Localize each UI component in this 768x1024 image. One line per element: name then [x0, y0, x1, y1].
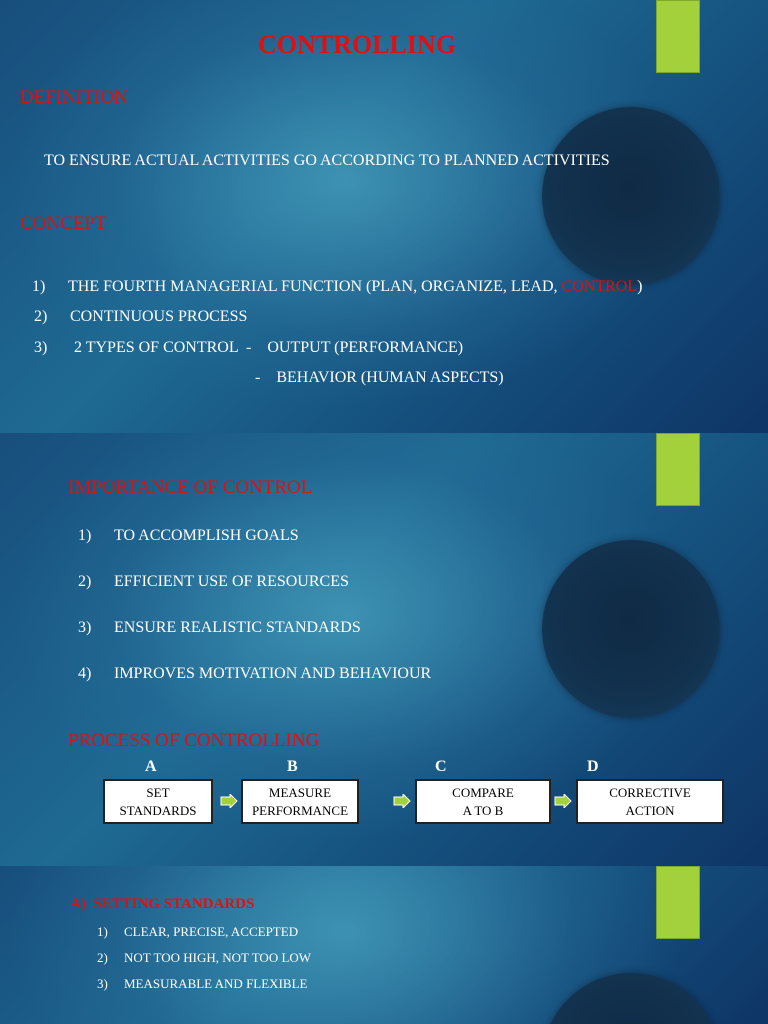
importance-item-1: [78, 527, 299, 545]
standards-item-1: [97, 924, 298, 940]
process-heading: PROCESS OF CONTROLLING: [68, 730, 320, 751]
concept-item-2: [34, 308, 247, 326]
decorative-circle: [542, 107, 720, 285]
item-number: 3): [78, 619, 92, 636]
arrow-right-icon: [554, 794, 572, 808]
definition-heading: DEFINITION: [20, 87, 128, 108]
importance-heading: IMPORTANCE OF CONTROL: [68, 477, 313, 498]
item-text: 2 TYPES OF CONTROL - OUTPUT (PERFORMANCE): [74, 339, 464, 356]
item-number: 2): [34, 308, 48, 325]
step-line2: A TO B: [462, 802, 504, 818]
concept-item-3: [34, 339, 463, 357]
step-letter-a: A: [145, 758, 157, 775]
step-line1: MEASURE: [268, 784, 332, 800]
standards-item-2: [97, 950, 311, 966]
item-text: THE FOURTH MANAGERIAL FUNCTION (PLAN, ORGANIZE, LEAD,: [68, 278, 562, 295]
concept-sub-item: - BEHAVIOR (HUMAN ASPECTS): [255, 369, 504, 386]
step-line1: CORRECTIVE: [609, 784, 691, 800]
accent-bar: [656, 433, 700, 506]
step-line1: COMPARE: [452, 784, 514, 800]
decorative-circle: [542, 973, 720, 1024]
importance-item-2: [78, 573, 349, 591]
definition-text: TO ENSURE ACTUAL ACTIVITIES GO ACCORDING TO PLANNED ACTIVITIES: [44, 152, 610, 169]
process-step-a: [103, 779, 213, 824]
item-number: 4): [78, 665, 92, 682]
process-step-b: [241, 779, 359, 824]
item-text: CLEAR, PRECISE, ACCEPTED: [124, 924, 299, 939]
item-text: ENSURE REALISTIC STANDARDS: [114, 619, 361, 636]
slide-importance-process: [0, 433, 768, 866]
item-number: 1): [78, 527, 92, 544]
accent-bar: [656, 866, 700, 939]
item-text-end: ): [637, 278, 643, 295]
decorative-circle: [542, 540, 720, 718]
concept-item-1: [32, 278, 642, 296]
step-line2: STANDARDS: [119, 802, 197, 818]
arrow-right-icon: [393, 794, 411, 808]
process-step-c: [415, 779, 551, 824]
item-number: 2): [78, 573, 92, 590]
item-text: MEASURABLE AND FLEXIBLE: [124, 976, 308, 991]
step-line2: ACTION: [625, 802, 675, 818]
slide-controlling-definition: [0, 0, 768, 433]
step-letter-b: B: [287, 758, 298, 775]
item-text: NOT TOO HIGH, NOT TOO LOW: [124, 950, 312, 965]
item-number: 1): [97, 924, 108, 939]
setting-standards-heading: A) SETTING STANDARDS: [70, 896, 255, 912]
item-text: TO ACCOMPLISH GOALS: [114, 527, 299, 544]
step-line2: PERFORMANCE: [251, 802, 349, 818]
importance-item-4: [78, 665, 431, 683]
item-text: EFFICIENT USE OF RESOURCES: [114, 573, 349, 590]
concept-heading: CONCEPT: [20, 213, 107, 234]
importance-item-3: [78, 619, 361, 637]
item-text: IMPROVES MOTIVATION AND BEHAVIOUR: [114, 665, 432, 682]
step-line1: SET: [146, 784, 170, 800]
item-number: 2): [97, 950, 108, 965]
arrow-right-icon: [220, 794, 238, 808]
item-text: CONTINUOUS PROCESS: [70, 308, 248, 325]
step-letter-d: D: [587, 758, 599, 775]
process-step-d: [576, 779, 724, 824]
step-letter-c: C: [435, 758, 447, 775]
item-number: 3): [34, 339, 48, 356]
slide-title: CONTROLLING: [258, 30, 456, 59]
item-number: 3): [97, 976, 108, 991]
standards-item-3: [97, 976, 307, 992]
item-highlight: CONTROL: [561, 278, 638, 295]
item-number: 1): [32, 278, 46, 295]
slide-setting-standards: [0, 866, 768, 1024]
